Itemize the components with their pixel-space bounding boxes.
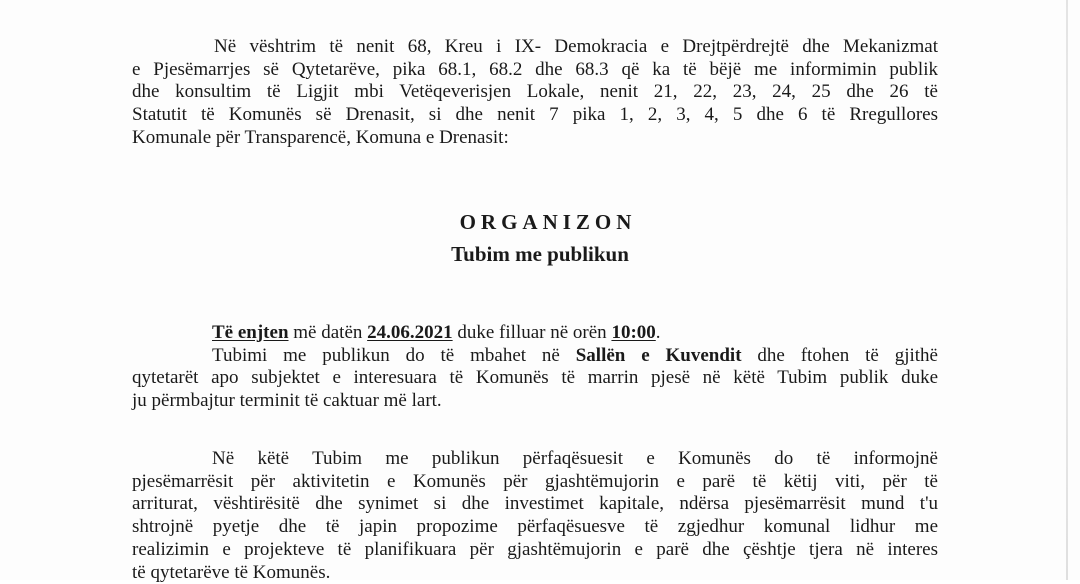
- meeting-venue: Sallën e Kuvendit: [575, 344, 742, 366]
- time-prefix: duke filluar në orën: [452, 322, 612, 343]
- venue-prefix: Tubimi me publikun do të mbahet në: [212, 344, 576, 366]
- intro-paragraph: [132, 36, 938, 150]
- meeting-day: Të enjten: [212, 322, 289, 343]
- schedule-line: ju përmbajtur terminit të caktuar më lart.: [132, 390, 442, 412]
- date-prefix: më datën: [288, 322, 368, 343]
- venue-suffix: dhe ftohen të gjithë: [741, 344, 938, 366]
- intro-line: Komunale për Transparencë, Komuna e Drenasit:: [132, 126, 509, 148]
- schedule-line-date: [212, 322, 938, 345]
- intro-line: e Pjesëmarrjes së Qytetarëve, pika 68.1, 68.2 dhe 68.3 që ka të bëjë me informimin publik: [132, 58, 938, 80]
- info-line: Në këtë Tubim me publikun përfaqësuesit e Komunës do të informojnë: [212, 448, 938, 469]
- intro-line: dhe konsultim të Ligjit mbi Vetëqeverisjen Lokale, nenit 21, 22, 23, 24, 25 dhe 26 të: [132, 81, 938, 103]
- info-line: arriturat, vështirësitë dhe synimet si dhe investimet kapitale, ndërsa pjesëmarrësit mund t'u: [132, 493, 938, 515]
- time-suffix: .: [655, 322, 661, 343]
- schedule-paragraph: [132, 322, 938, 413]
- meeting-date: 24.06.2021: [367, 322, 453, 343]
- info-line: pjesëmarrësit për aktivitetin e Komunës për gjashtëmujorin e parë të këtij viti, për të: [132, 470, 938, 492]
- intro-line: Në vështrim të nenit 68, Kreu i IX- Demokracia e Drejtpërdrejtë dhe Mekanizmat: [214, 36, 938, 57]
- info-paragraph: [132, 448, 938, 584]
- scan-edge-shadow: [1066, 0, 1068, 580]
- info-line: realizimin e projekteve të planifikuara për gjashtëmujorin e parë dhe çështje tjera në interes: [132, 538, 938, 560]
- heading-subtitle: Tubim me publikun: [451, 242, 629, 266]
- info-line: të qytetarëve të Komunës.: [132, 561, 331, 583]
- heading-title: ORGANIZON: [459, 210, 637, 234]
- intro-line: Statutit të Komunës së Drenasit, si dhe nenit 7 pika 1, 2, 3, 4, 5 dhe 6 të Rregullores: [132, 104, 938, 126]
- schedule-line: qytetarët apo subjektet e interesuara të Komunës të marrin pjesë në këtë Tubim publik duke: [132, 367, 938, 389]
- schedule-line-venue: [212, 345, 938, 368]
- info-line: shtrojnë pyetje dhe të japin propozime përfaqësuesve të zgjedhur komunal lidhur me: [132, 516, 938, 538]
- meeting-time: 10:00: [611, 322, 656, 343]
